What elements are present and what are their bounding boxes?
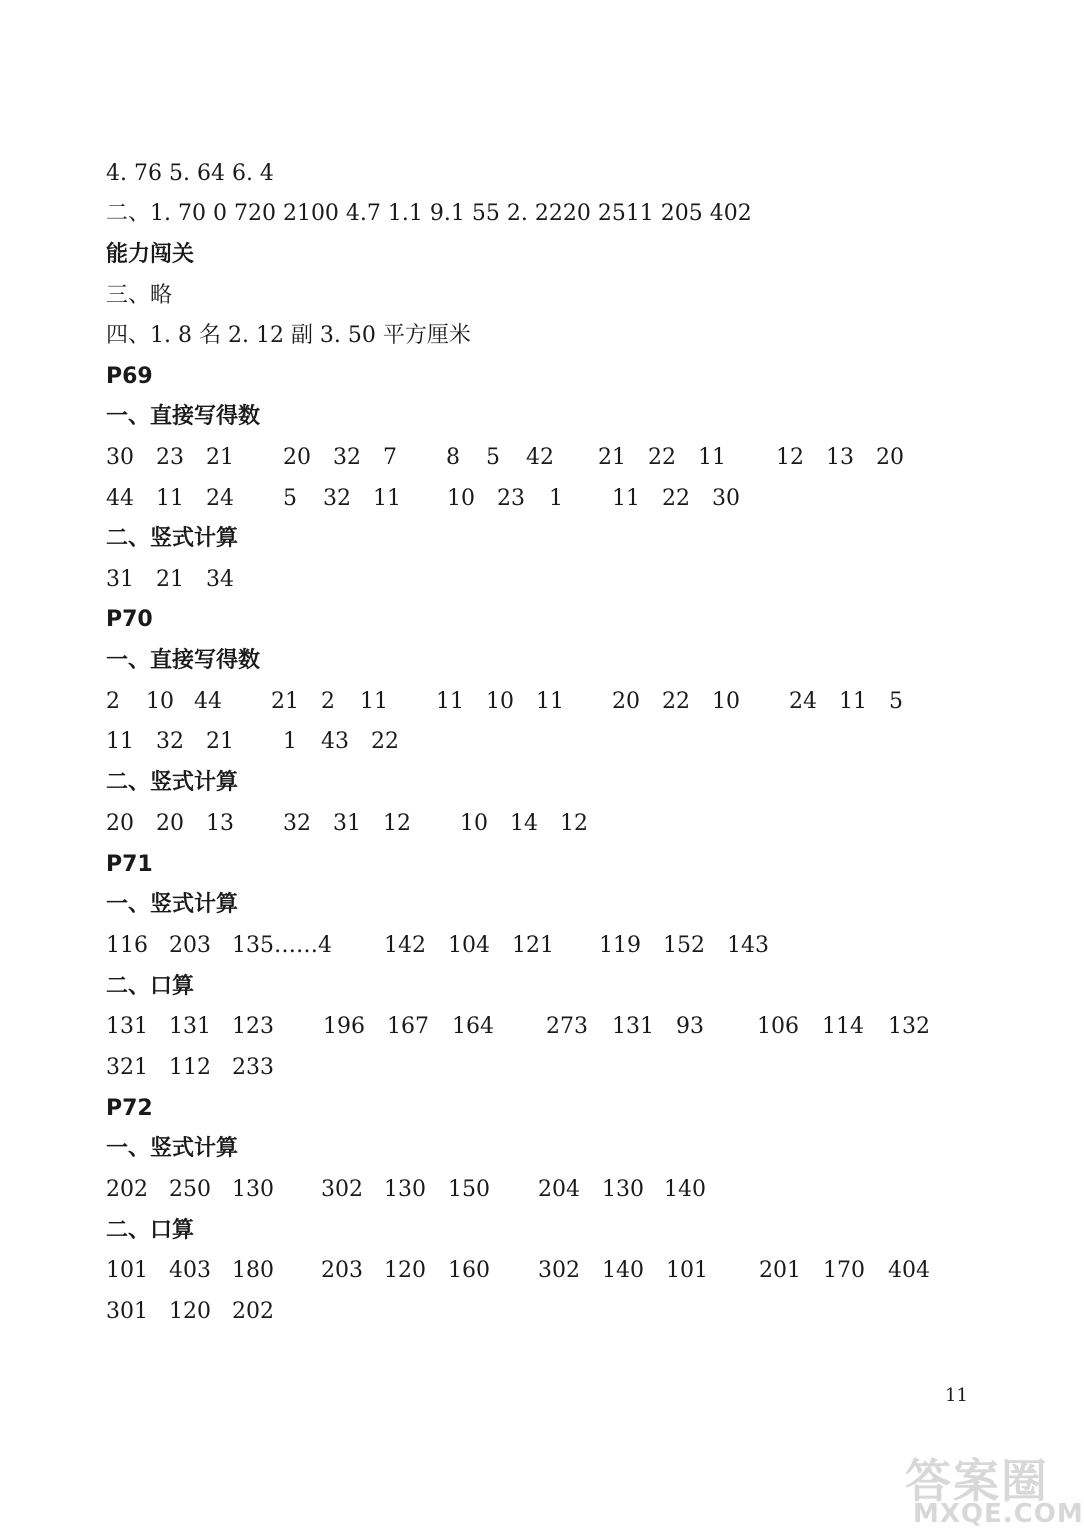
answer-value: 32 [156, 729, 184, 754]
answer-line [106, 722, 1006, 762]
answer-value: 11 [156, 486, 184, 511]
answer-value: 11 [106, 729, 134, 754]
answer-value: 233 [232, 1055, 274, 1080]
watermark-cn: 答案圈 [905, 1454, 1049, 1508]
section-heading: 二、口算 [106, 1218, 195, 1243]
section-heading: 一、直接写得数 [106, 404, 261, 429]
answer-value: 120 [169, 1299, 211, 1324]
answer-value: 170 [823, 1258, 865, 1283]
answer-value: 5 [283, 486, 297, 511]
answer-value: 30 [106, 445, 134, 470]
answer-line [106, 1007, 1006, 1047]
answer-value: 21 [598, 445, 626, 470]
answer-value: 140 [602, 1258, 644, 1283]
answer-value: 120 [384, 1258, 426, 1283]
answer-value: 21 [156, 567, 184, 592]
answer-value: 203 [321, 1258, 363, 1283]
answer-value: 93 [676, 1014, 704, 1039]
answer-value: 7 [383, 445, 397, 470]
answer-value: 31 [333, 811, 361, 836]
answer-value: 135……4 [232, 933, 332, 958]
section-heading: 能力闯关 [106, 242, 195, 267]
answer-value: 20 [283, 445, 311, 470]
answer-value: 116 [106, 933, 148, 958]
answer-value: 201 [759, 1258, 801, 1283]
answer-value: 24 [206, 486, 234, 511]
answer-value: 44 [106, 486, 134, 511]
answer-line [106, 560, 1006, 600]
answer-value: 150 [448, 1177, 490, 1202]
answer-value: 130 [232, 1177, 274, 1202]
answer-value: 250 [169, 1177, 211, 1202]
answer-value: 10 [146, 689, 174, 714]
answer-value: 12 [560, 811, 588, 836]
answer-value: 302 [321, 1177, 363, 1202]
answer-value: 5 [486, 445, 500, 470]
section-heading: P72 [106, 1096, 153, 1121]
answer-value: 20 [106, 811, 134, 836]
watermark-logo [905, 1445, 1084, 1530]
answer-value: 131 [169, 1014, 211, 1039]
answer-value: 11 [839, 689, 867, 714]
answer-value: 101 [666, 1258, 708, 1283]
answer-value: 43 [321, 729, 349, 754]
section-heading: P71 [106, 852, 153, 877]
answer-value: 203 [169, 933, 211, 958]
answer-value: 302 [538, 1258, 580, 1283]
answer-value: 20 [156, 811, 184, 836]
section-heading: 二、竖式计算 [106, 770, 239, 795]
answer-value: 12 [776, 445, 804, 470]
answer-value: 112 [169, 1055, 211, 1080]
answer-value: 30 [712, 486, 740, 511]
answer-line: 二、1. 70 0 720 2100 4.7 1.1 9.1 55 2. 2220 2511 205 402 [106, 201, 752, 226]
answer-value: 101 [106, 1258, 148, 1283]
answer-value: 20 [876, 445, 904, 470]
answer-value: 34 [206, 567, 234, 592]
answer-value: 104 [448, 933, 490, 958]
answer-value: 1 [283, 729, 297, 754]
answer-line [106, 438, 1006, 478]
answer-value: 167 [387, 1014, 429, 1039]
answer-value: 11 [360, 689, 388, 714]
answer-value: 164 [452, 1014, 494, 1039]
answer-line [106, 1292, 1006, 1332]
answer-value: 32 [333, 445, 361, 470]
answer-value: 24 [789, 689, 817, 714]
answer-value: 106 [757, 1014, 799, 1039]
answer-value: 132 [888, 1014, 930, 1039]
answer-value: 23 [497, 486, 525, 511]
answer-value: 1 [549, 486, 563, 511]
answer-value: 22 [662, 486, 690, 511]
answer-line [106, 926, 1006, 966]
answer-value: 11 [612, 486, 640, 511]
answer-value: 202 [232, 1299, 274, 1324]
section-heading: 一、直接写得数 [106, 648, 261, 673]
answer-value: 8 [446, 445, 460, 470]
answer-value: 114 [822, 1014, 864, 1039]
answer-value: 273 [546, 1014, 588, 1039]
answer-value: 12 [383, 811, 411, 836]
answer-line [106, 804, 1006, 844]
answer-value: 403 [169, 1258, 211, 1283]
answer-value: 44 [194, 689, 222, 714]
answer-value: 131 [612, 1014, 654, 1039]
answer-value: 130 [384, 1177, 426, 1202]
answer-line [106, 1170, 1006, 1210]
answer-value: 123 [232, 1014, 274, 1039]
answer-value: 142 [384, 933, 426, 958]
answer-value: 404 [888, 1258, 930, 1283]
answer-value: 10 [486, 689, 514, 714]
answer-line [106, 1048, 1006, 1088]
answer-value: 21 [271, 689, 299, 714]
answer-value: 22 [371, 729, 399, 754]
answer-value: 10 [460, 811, 488, 836]
answer-value: 152 [663, 933, 705, 958]
answer-value: 321 [106, 1055, 148, 1080]
answer-line: 四、1. 8 名 2. 12 副 3. 50 平方厘米 [106, 323, 471, 348]
answer-value: 130 [602, 1177, 644, 1202]
answer-value: 119 [599, 933, 641, 958]
section-heading: 一、竖式计算 [106, 892, 239, 917]
answer-line: 4. 76 5. 64 6. 4 [106, 161, 274, 186]
answer-value: 42 [526, 445, 554, 470]
watermark-en: MXQE.COM [913, 1499, 1084, 1529]
section-heading: P70 [106, 607, 153, 632]
answer-value: 14 [510, 811, 538, 836]
page-number: 11 [945, 1385, 968, 1406]
answer-line [106, 682, 1006, 722]
answer-value: 10 [447, 486, 475, 511]
answer-value: 2 [106, 689, 120, 714]
answer-value: 5 [889, 689, 903, 714]
answer-value: 143 [727, 933, 769, 958]
answer-line [106, 1251, 1006, 1291]
section-heading: P69 [106, 364, 153, 389]
answer-value: 32 [323, 486, 351, 511]
answer-value: 22 [648, 445, 676, 470]
answer-value: 131 [106, 1014, 148, 1039]
answer-value: 13 [826, 445, 854, 470]
answer-value: 202 [106, 1177, 148, 1202]
answer-value: 196 [323, 1014, 365, 1039]
answer-value: 13 [206, 811, 234, 836]
answer-value: 21 [206, 729, 234, 754]
answer-value: 11 [373, 486, 401, 511]
answer-value: 2 [321, 689, 335, 714]
answer-line [106, 479, 1006, 519]
answer-value: 21 [206, 445, 234, 470]
answer-line: 三、略 [106, 283, 173, 308]
section-heading: 二、口算 [106, 974, 195, 999]
answer-value: 31 [106, 567, 134, 592]
answer-value: 20 [612, 689, 640, 714]
answer-value: 22 [662, 689, 690, 714]
section-heading: 二、竖式计算 [106, 526, 239, 551]
answer-value: 11 [436, 689, 464, 714]
answer-value: 23 [156, 445, 184, 470]
answer-value: 301 [106, 1299, 148, 1324]
answer-value: 32 [283, 811, 311, 836]
answer-value: 10 [712, 689, 740, 714]
answer-value: 204 [538, 1177, 580, 1202]
answer-value: 11 [698, 445, 726, 470]
answer-value: 140 [664, 1177, 706, 1202]
answer-value: 160 [448, 1258, 490, 1283]
answer-value: 180 [232, 1258, 274, 1283]
answer-value: 11 [536, 689, 564, 714]
section-heading: 一、竖式计算 [106, 1136, 239, 1161]
answer-value: 121 [512, 933, 554, 958]
